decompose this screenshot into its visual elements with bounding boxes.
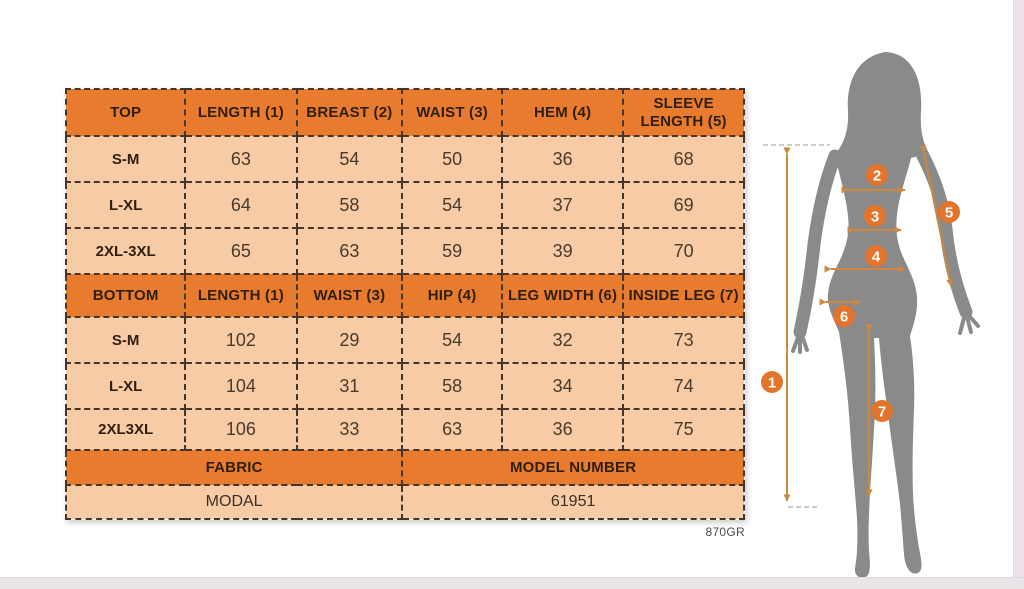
female-silhouette-diagram [760,20,1018,577]
top-header-row [66,89,744,136]
product-code-label: 870GR [705,525,745,539]
measurement-value: 75 [623,409,744,450]
svg-text:1: 1 [767,374,777,392]
col-header-length: LENGTH (1) [185,89,296,136]
bottom-header-row [66,274,744,317]
size-label: L-XL [66,363,185,409]
measurement-value: 68 [623,136,744,182]
badge-5 [938,201,960,223]
svg-text:3: 3 [870,208,880,226]
measurement-value: 63 [185,136,296,182]
fabric-value: MODAL [66,485,402,519]
measurement-value: 31 [297,363,403,409]
measurement-value: 36 [502,136,623,182]
table-row [66,363,744,409]
measurement-value: 39 [502,228,623,274]
col-header-leg-width: LEG WIDTH (6) [502,274,623,317]
table-row [66,317,744,363]
col-header-breast: BREAST (2) [297,89,403,136]
measurement-value: 74 [623,363,744,409]
svg-text:2: 2 [872,167,882,185]
measurement-value: 54 [402,317,502,363]
size-label: S-M [66,136,185,182]
svg-text:4: 4 [871,248,881,266]
col-header-inside-leg: INSIDE LEG (7) [623,274,744,317]
svg-text:7: 7 [877,403,887,421]
measurement-value: 65 [185,228,296,274]
col-header-sleeve-length: SLEEVE LENGTH (5) [623,89,744,136]
badge-2 [866,164,888,186]
col-header-waist: WAIST (3) [402,89,502,136]
fabric-header: FABRIC [66,450,402,485]
measurement-value: 63 [402,409,502,450]
badge-7 [871,400,893,422]
measurement-value: 64 [185,182,296,228]
female-silhouette [793,52,978,577]
model-number-value: 61951 [402,485,744,519]
measurement-value: 69 [623,182,744,228]
measurement-value: 29 [297,317,403,363]
measurement-value: 73 [623,317,744,363]
col-header-hem: HEM (4) [502,89,623,136]
col-header-hip: HIP (4) [402,274,502,317]
fabric-model-header-row [66,450,744,485]
col-header-length: LENGTH (1) [185,274,296,317]
table-row [66,182,744,228]
size-chart-table [65,88,745,520]
measurement-value: 106 [185,409,296,450]
measurement-value: 54 [402,182,502,228]
size-label: 2XL-3XL [66,228,185,274]
badge-4 [865,245,887,267]
measurement-value: 70 [623,228,744,274]
table-row [66,136,744,182]
size-label: 2XL3XL [66,409,185,450]
model-number-header: MODEL NUMBER [402,450,744,485]
col-header-top: TOP [66,89,185,136]
size-chart-table-container [65,88,745,539]
col-header-waist: WAIST (3) [297,274,403,317]
table-row [66,228,744,274]
measurement-value: 59 [402,228,502,274]
measurement-value: 58 [402,363,502,409]
measurement-figure [760,20,1018,577]
size-label: L-XL [66,182,185,228]
svg-text:5: 5 [944,204,954,222]
measurement-value: 34 [502,363,623,409]
measurement-value: 32 [502,317,623,363]
measurement-value: 63 [297,228,403,274]
badge-6 [833,305,855,327]
fabric-model-value-row [66,485,744,519]
measurement-value: 50 [402,136,502,182]
measurement-value: 37 [502,182,623,228]
col-header-bottom: BOTTOM [66,274,185,317]
measurement-value: 36 [502,409,623,450]
measurement-value: 104 [185,363,296,409]
table-row [66,409,744,450]
measurement-value: 33 [297,409,403,450]
svg-text:6: 6 [839,308,849,326]
badge-3 [864,205,886,227]
measurement-value: 54 [297,136,403,182]
measurement-value: 58 [297,182,403,228]
measurement-value: 102 [185,317,296,363]
size-label: S-M [66,317,185,363]
badge-1 [761,371,783,393]
page-edge-strip-bottom [0,577,1024,589]
